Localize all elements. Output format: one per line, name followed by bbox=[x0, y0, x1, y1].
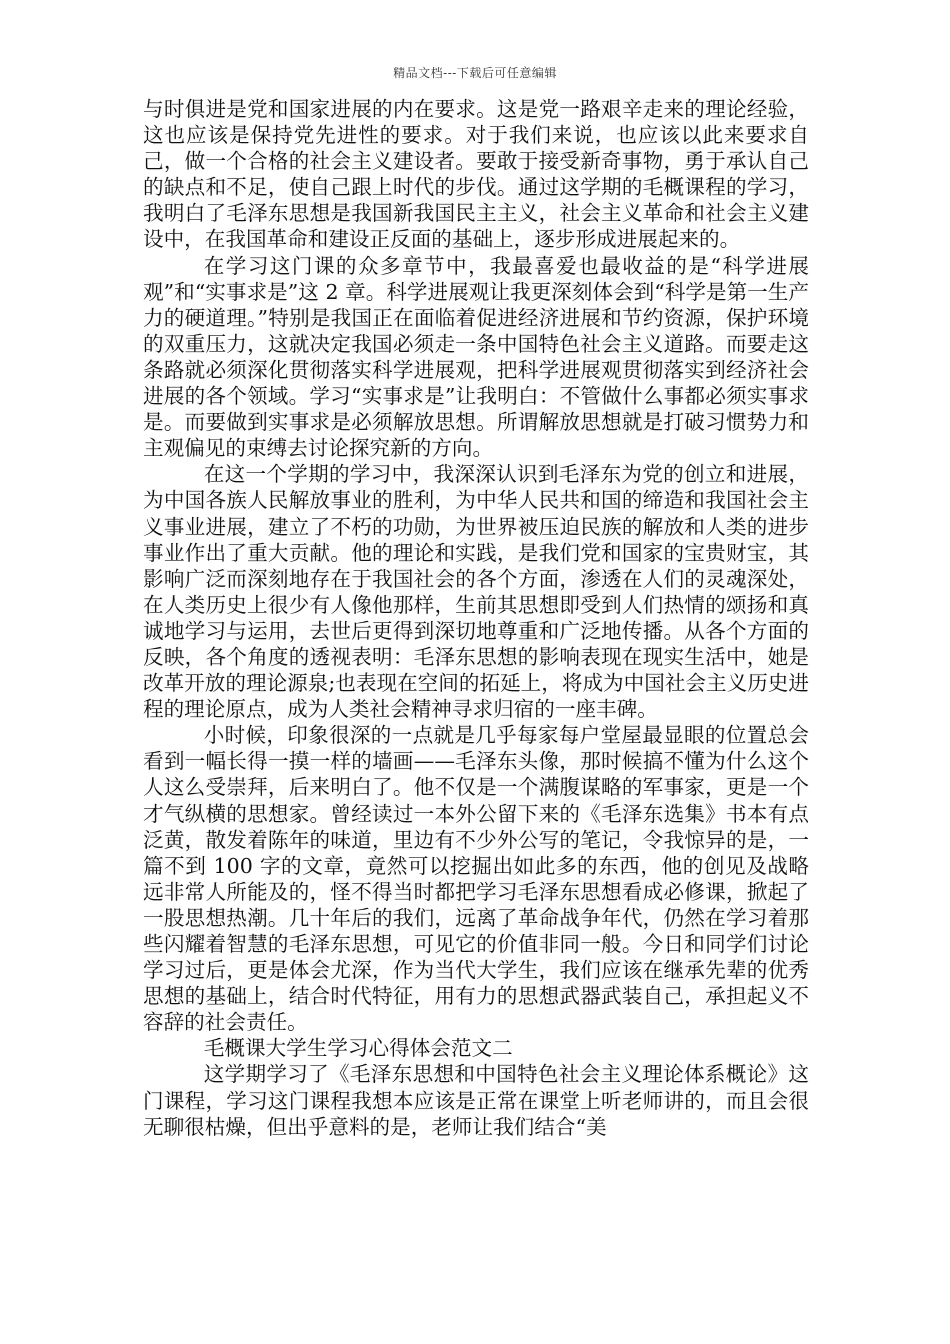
paragraph-5: 这学期学习了《毛泽东思想和中国特色社会主义理论体系概论》这门课程，学习这门课程我想本应该是正常在课堂上听老师讲的，而且会很无聊很枯燥，但出乎意料的是，老师让我们结合“美 bbox=[143, 1062, 809, 1139]
page-header: 精品文档---下载后可任意编辑 bbox=[393, 66, 557, 80]
paragraph-4: 小时候，印象很深的一点就是几乎每家每户堂屋最显眼的位置总会看到一幅长得一摸一样的墙画——毛泽东头像，那时候搞不懂为什么这个人这么受崇拜，后来明白了。他不仅是一个满腹谋略的军事家，更是一个才气纵横的思想家。曾经读过一本外公留下来的《毛泽东选集》书本有点泛黄，散发着陈年的味道，里边有不少外公写的笔记，令我惊异的是，一篇不到 100 字的文章，竟然可以挖掘出如此多的东西，他的创见及战略远非常人所能及的，怪不得当时都把学习毛泽东思想看成必修课，掀起了一股思想热潮。几十年后的我们，远离了革命战争年代，仍然在学习着那些闪耀着智慧的毛泽东思想，可见它的价值非同一般。今日和同学们讨论学习过后，更是体会尤深，作为当代大学生，我们应该在继承先辈的优秀思想的基础上，结合时代特征，用有力的思想武器武装自己，承担起义不容辞的社会责任。 bbox=[143, 723, 809, 1035]
section-heading: 毛概课大学生学习心得体会范文二 bbox=[203, 1036, 513, 1061]
paragraph-1: 与时俱进是党和国家进展的内在要求。这是党一路艰辛走来的理论经验，这也应该是保持党先进性的要求。对于我们来说，也应该以此来要求自己，做一个合格的社会主义建设者。要敢于接受新奇事物，勇于承认自己的缺点和不足，使自己跟上时代的步伐。通过这学期的毛概课程的学习，我明白了毛泽东思想是我国新我国民主主义，社会主义革命和社会主义建设中，在我国革命和建设正反面的基础上，逐步形成进展起来的。 bbox=[143, 97, 809, 252]
document-body bbox=[143, 96, 809, 1140]
paragraph-2: 在学习这门课的众多章节中，我最喜爱也最收益的是“科学进展观”和“实事求是”这 2 章。科学进展观让我更深刻体会到“科学是第一生产力的硬道理。”特别是我国正在面临着促进经济进展和节约资源，保护环境的双重压力，这就决定我国必须走一条中国特色社会主义道路。而要走这条路就必须深化贯彻落实科学进展观，把科学进展观贯彻落实到经济社会进展的各个领域。学习“实事求是”让我明白：不管做什么事都必须实事求是。而要做到实事求是必须解放思想。所谓解放思想就是打破习惯势力和主观偏见的束缚去讨论探究新的方向。 bbox=[143, 253, 809, 461]
paragraph-3: 在这一个学期的学习中，我深深认识到毛泽东为党的创立和进展，为中国各族人民解放事业的胜利，为中华人民共和国的缔造和我国社会主义事业进展，建立了不朽的功勋，为世界被压迫民族的解放和人类的进步事业作出了重大贡献。他的理论和实践，是我们党和国家的宝贵财宝，其影响广泛而深刻地存在于我国社会的各个方面，渗透在人们的灵魂深处，在人类历史上很少有人像他那样，生前其思想即受到人们热情的颂扬和真诚地学习与运用，去世后更得到深切地尊重和广泛地传播。从各个方面的反映，各个角度的透视表明：毛泽东思想的影响表现在现实生活中，她是改革开放的理论源泉;也表现在空间的拓延上，将成为中国社会主义历史进程的理论原点，成为人类社会精神寻求归宿的一座丰碑。 bbox=[143, 462, 809, 722]
